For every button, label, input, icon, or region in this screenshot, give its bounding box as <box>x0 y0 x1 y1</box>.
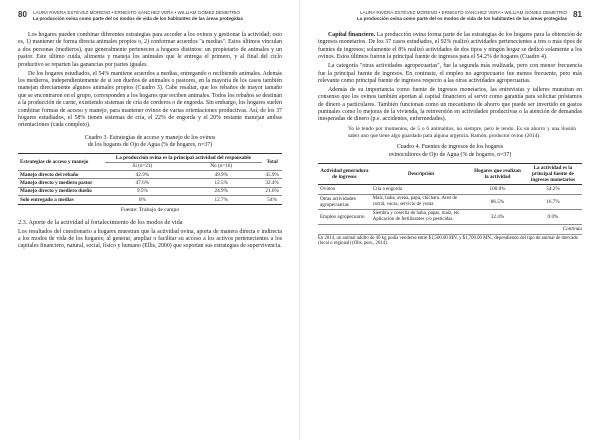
table4-caption <box>318 144 582 158</box>
table4-cell-activity: Otras actividades agropecuarias <box>318 194 371 209</box>
table4-cell-description: Maíz, haba, avena, papa, chícharo. Aves de corral, vacas, servicio de yunta <box>371 194 471 209</box>
table3-cell-total: 45.9% <box>262 170 282 178</box>
left-running-head-title: La producción ovina como parte del os modos de vida de los habitantes de las áreas protegidas <box>32 16 243 21</box>
right-paragraph-1-text: La producción ovina forma parte de las estrategias de los hogares para la obtención de ingresos monetarios. De los 37 casos estudiados, el 92% realizó actividades pertenecientes a tres o más tipos de fuentes de ingresos; solamente el 8% realizó actividades de dos tipos y ningún hogar se dedicó solamente a los ovinos. Estos últimos fueron la principal fuente de ingresos para el 54.2% de hogares (Cuadro 4). <box>318 32 582 61</box>
table4-header-activity: Actividad generadora de ingresos <box>318 163 371 185</box>
right-page-number: 81 <box>573 10 582 19</box>
table3-cell-total: 32.4% <box>262 179 282 187</box>
table-row <box>318 210 582 225</box>
table4-continues: Continúa <box>562 225 582 232</box>
table3 <box>18 153 282 204</box>
table-row <box>18 179 282 187</box>
table4-cell-activity: Empleo agropecuario <box>318 210 371 225</box>
table3-cell-yes: 47.6% <box>105 179 181 187</box>
table4-caption-line1: Cuadro 4. Fuentes de ingresos de los hogares <box>396 144 504 151</box>
right-running-head-title: La producción ovina como parte del os modos de vida de los habitantes de las áreas protegidas <box>357 16 568 21</box>
table4 <box>318 163 582 225</box>
table3-caption-line2: de los hogares de Ojo de Agua (% de hogares, n=37) <box>87 141 213 148</box>
section-paragraph: Los resultados del cuestionario a hogares muestran que la actividad ovina, aporta de manera directa e indirecta a los modos de vida de los hogares; al generar, ampliar o facilitar su acceso a los activos pertenecientes a los capitales financiero, natural, social, físico y humano (Ellis, 2000) que soportan sus estrategias de supervivencia. <box>18 228 282 250</box>
table4-cell-activity: Ovinos <box>318 185 371 194</box>
table3-header-strategy: Estrategias de acceso y manejo <box>18 154 105 171</box>
table3-caption-line1: Cuadro 3. Estrategias de acceso y manejo de los ovinos <box>84 134 216 141</box>
table4-header-description: Descripción <box>371 163 471 185</box>
table3-row-label: Manejo directo y mediero pastor <box>18 179 105 187</box>
footnote: En 2014, un animal adulto de 40 kg podía venderse entre $1,500.00 MN. y $1,700.00 MN., dependiendo del tipo de animal de mercado (local o regional) (Obs. pers., 2014). <box>318 234 582 248</box>
left-running-header <box>18 10 282 32</box>
table4-cell-main-source: 54.2% <box>524 185 582 194</box>
table4-header-main-source: La actividad es la principal fuente de ingresos monetarios <box>524 163 582 185</box>
table3-row-label: Manejo directo y mediero dueño <box>18 187 105 195</box>
table-row <box>18 196 282 204</box>
table3-cell-no: 12.5% <box>180 179 262 187</box>
table4-cell-households: 86.5% <box>471 194 524 209</box>
table3-header-total: Total <box>262 154 282 171</box>
table3-header-group: La producción ovina es la principal actividad del responsable <box>105 154 263 162</box>
table3-cell-yes: 0% <box>105 196 181 204</box>
table3-cell-no: 24.9% <box>180 187 262 195</box>
table4-caption-line2: ovinocultores de Ojo de Agua (% de hogares, n=37) <box>388 151 512 158</box>
table4-cell-description: Siembra y cosecha de haba, papas, maíz, etc. Aplicación de fertilizantes y/o pesticidas. <box>371 210 471 225</box>
left-running-head-authors: LAURA RIVERA ESTÉVEZ MORENO • ERNESTO SÁNCHEZ VERA • WILLIAM GÓMEZ DEMETRIO <box>32 10 240 15</box>
left-paragraph-2: De los hogares estudiados, el 54% mantiene acuerdos a medias, entregando o recibiendo animales. Además los medieros, independientemente de si son dueños de animales o pastores, en la mayoría de los casos también manejan directamente algunos animales propios (Cuadro 3). Cabe resaltar, que los rebaños de mayor tamaño que se encontraron en el grupo, corresponden a los hogares que reciben animales. Todos los rebaños se destinan a la producción de carne, existiendo sistemas de cría de corderos o de engorda. Sin embargo, los hogares suelen combinar formas de acceso y manejo, para mantener ovinos de varias orientaciones productivas. Así, de los 37 hogares estudiados, el 58% tienen sistemas de cría, el 22% de engorda y el 20% restante manejan ambas orientaciones (cada completo). <box>18 70 282 129</box>
section-heading: 2.3. Aporte de la actividad al fortalecimiento de los modos de vida <box>18 218 183 226</box>
table3-header-yes: Sí (n=21) <box>105 162 181 170</box>
right-paragraph-2: La categoría "otras actividades agropecuarias", fue la segunda más realizada, pero con menor frecuencia fue la principal fuente de ingresos. En contraste, el empleo no agropecuario fue menos frecuente, pero más relevante como principal fuente de ingresos respecto a las otras actividades agropecuarias. <box>318 63 582 84</box>
right-running-head-authors: LAURA RIVERA ESTÉVEZ MORENO • ERNESTO SÁNCHEZ VERA • WILLIAM GÓMEZ DEMETRIO <box>360 10 568 15</box>
table3-source: Fuente: Trabajo de campo <box>120 206 180 213</box>
left-paragraph-1: Los hogares pueden combinar diferentes estrategias para acceder a los ovinos y gestionar la actividad; esto es, 1) mantener de forma directa animales propios o, 2) conformar acuerdos "a medias". Estos últimos vinculan a dos personas (medieros), que generalmente pertenecen a hogares distintos: un propietario de animales y un pastor. Este último cuida, alimenta y maneja los animales que le entrega el primero, y al final del ciclo productivo se reparten las ganancias por partes iguales. <box>18 32 282 68</box>
table3-cell-no: 12.7% <box>180 196 262 204</box>
table4-cell-main-source: 16.7% <box>524 194 582 209</box>
table4-header-households: Hogares que realizan la actividad <box>471 163 524 185</box>
right-running-header <box>318 10 582 32</box>
right-page <box>300 0 600 440</box>
table4-cell-households: 100.0% <box>471 185 524 194</box>
table3-row-label: Solo entregado a medias <box>18 196 105 204</box>
table3-header-no: No (n=16) <box>180 162 262 170</box>
table3-row-label: Manejo directo del rebaño <box>18 170 105 178</box>
table3-cell-yes: 9.5% <box>105 187 181 195</box>
table3-cell-no: 49.9% <box>180 170 262 178</box>
table4-cell-description: Cría o engorda <box>371 185 471 194</box>
table-row <box>318 194 582 209</box>
table3-cell-total: 54% <box>262 196 282 204</box>
table3-cell-total: 21.6% <box>262 187 282 195</box>
table-row <box>18 170 282 178</box>
table4-cell-households: 32.4% <box>471 210 524 225</box>
interview-quote: Yo le tendo por momentos, de 5 o 6 animalitos, no siempre, pero le tendo. Es un ahorro y una ilusión saber uno que tiene algo guardado para alguna urgencia. Ramón, productor ovino (2014). <box>348 125 576 139</box>
table3-cell-yes: 42.9% <box>105 170 181 178</box>
right-paragraph-3: Además de su importancia como fuente de ingresos monetarios, las entrevistas y talleres muestran en consenso que los ovinos también aportan al capital financiero al servir como garantía para solicitar préstamos de dinero a particulares. También funcionan como un mecanismo de ahorro que puede ser invertido en gastos puntuales como lo mejoras de la vivienda, la reinversión en actividades productivas o la atención de demandas inesperadas de dinero (p.e. accidentes, enfermedades). <box>318 86 582 123</box>
table-row <box>18 187 282 195</box>
table3-caption <box>18 135 282 149</box>
capital-financiero-lead: Capital financiero. <box>328 32 376 38</box>
left-page-number: 80 <box>18 10 27 19</box>
table-row <box>318 185 582 194</box>
right-paragraph-1 <box>318 32 582 62</box>
table4-cell-main-source: 0.0% <box>524 210 582 225</box>
